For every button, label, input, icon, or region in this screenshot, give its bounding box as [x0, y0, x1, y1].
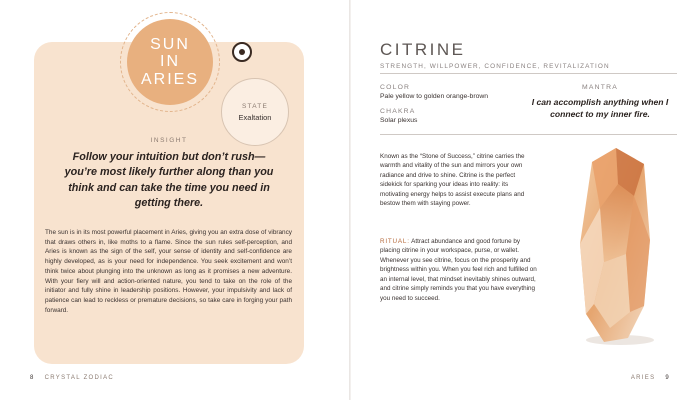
- left-footer: [30, 375, 114, 381]
- crystal-title: CITRINE: [380, 40, 466, 59]
- right-page: [350, 0, 700, 400]
- chakra-block: [380, 108, 530, 124]
- crystal-keywords: STRENGTH, WILLPOWER, CONFIDENCE, REVITALIZATION: [380, 63, 610, 70]
- color-label: COLOR: [380, 84, 411, 91]
- sun-in-aries-body: The sun is in its most powerful placement in Aries, giving you an extra dose of vibrancy that draws others in, like moths to a flame. Since the sun rules self-perception, and Aries is known as the sign of the self, your sense of identity and self-confidence are highly developed, as is your need for independence. You seek excitement and won’t think twice about plunging into the unknown as long as it promises a new adventure. With your fiery will and action-oriented nature, you tend to take on the role of the initiator and fully shine in leadership positions. However, your impulsivity and lack of patience can lead to reckless or premature decisions, so take care in forging your path forward.: [45, 229, 292, 314]
- left-page-number: 8: [30, 375, 35, 381]
- mantra-label: MANTRA: [582, 84, 618, 91]
- left-running-title: CRYSTAL ZODIAC: [44, 375, 115, 381]
- sun-badge-line-2: IN: [160, 53, 180, 71]
- right-page-number: 9: [665, 375, 670, 381]
- ritual-label: RITUAL:: [380, 238, 410, 245]
- state-label: STATE: [242, 102, 268, 110]
- color-value: Pale yellow to golden orange-brown: [380, 93, 489, 100]
- ritual-paragraph: [380, 237, 538, 303]
- state-badge: [221, 78, 289, 146]
- sun-sign-badge: [127, 19, 213, 105]
- crystal-description: Known as the “Stone of Success,” citrine carries the warmth and vitality of the sun and mirrors your own radiance and drive to shine. Citrine is the perfect sidekick for sparking your ideas into reality: its motivating energy helps to assist execute plans and bestow them with staying power.: [380, 153, 525, 208]
- divider: [380, 73, 677, 74]
- right-footer: [631, 375, 670, 381]
- chakra-label: CHAKRA: [380, 108, 416, 115]
- mantra-text: I can accomplish anything when I connect to my inner fire.: [531, 97, 669, 120]
- sun-badge-line-1: SUN: [150, 35, 190, 53]
- ritual-text: Attract abundance and good fortune by placing citrine in your workspace, purse, or wallet. Whenever you see citrine, focus on the prosperity and brightness within you. When you feel rich and fulfilled on an internal level, that mindset inevitably shines outward, and citrine simply reminds you that you have everything you need to succeed.: [380, 238, 537, 302]
- right-running-title: ARIES: [630, 375, 656, 381]
- insight-label: INSIGHT: [150, 137, 188, 144]
- citrine-crystal-image: [554, 144, 674, 354]
- sun-badge-line-3: ARIES: [140, 70, 199, 88]
- divider: [380, 134, 677, 135]
- chakra-value: Solar plexus: [380, 117, 418, 124]
- sun-astrology-icon: [232, 42, 252, 62]
- color-block: [380, 84, 530, 100]
- state-value: Exaltation: [238, 112, 272, 122]
- insight-quote: Follow your intuition but don’t rush—you’re most likely further along than you think and can take the time you need in getting there.: [64, 151, 274, 209]
